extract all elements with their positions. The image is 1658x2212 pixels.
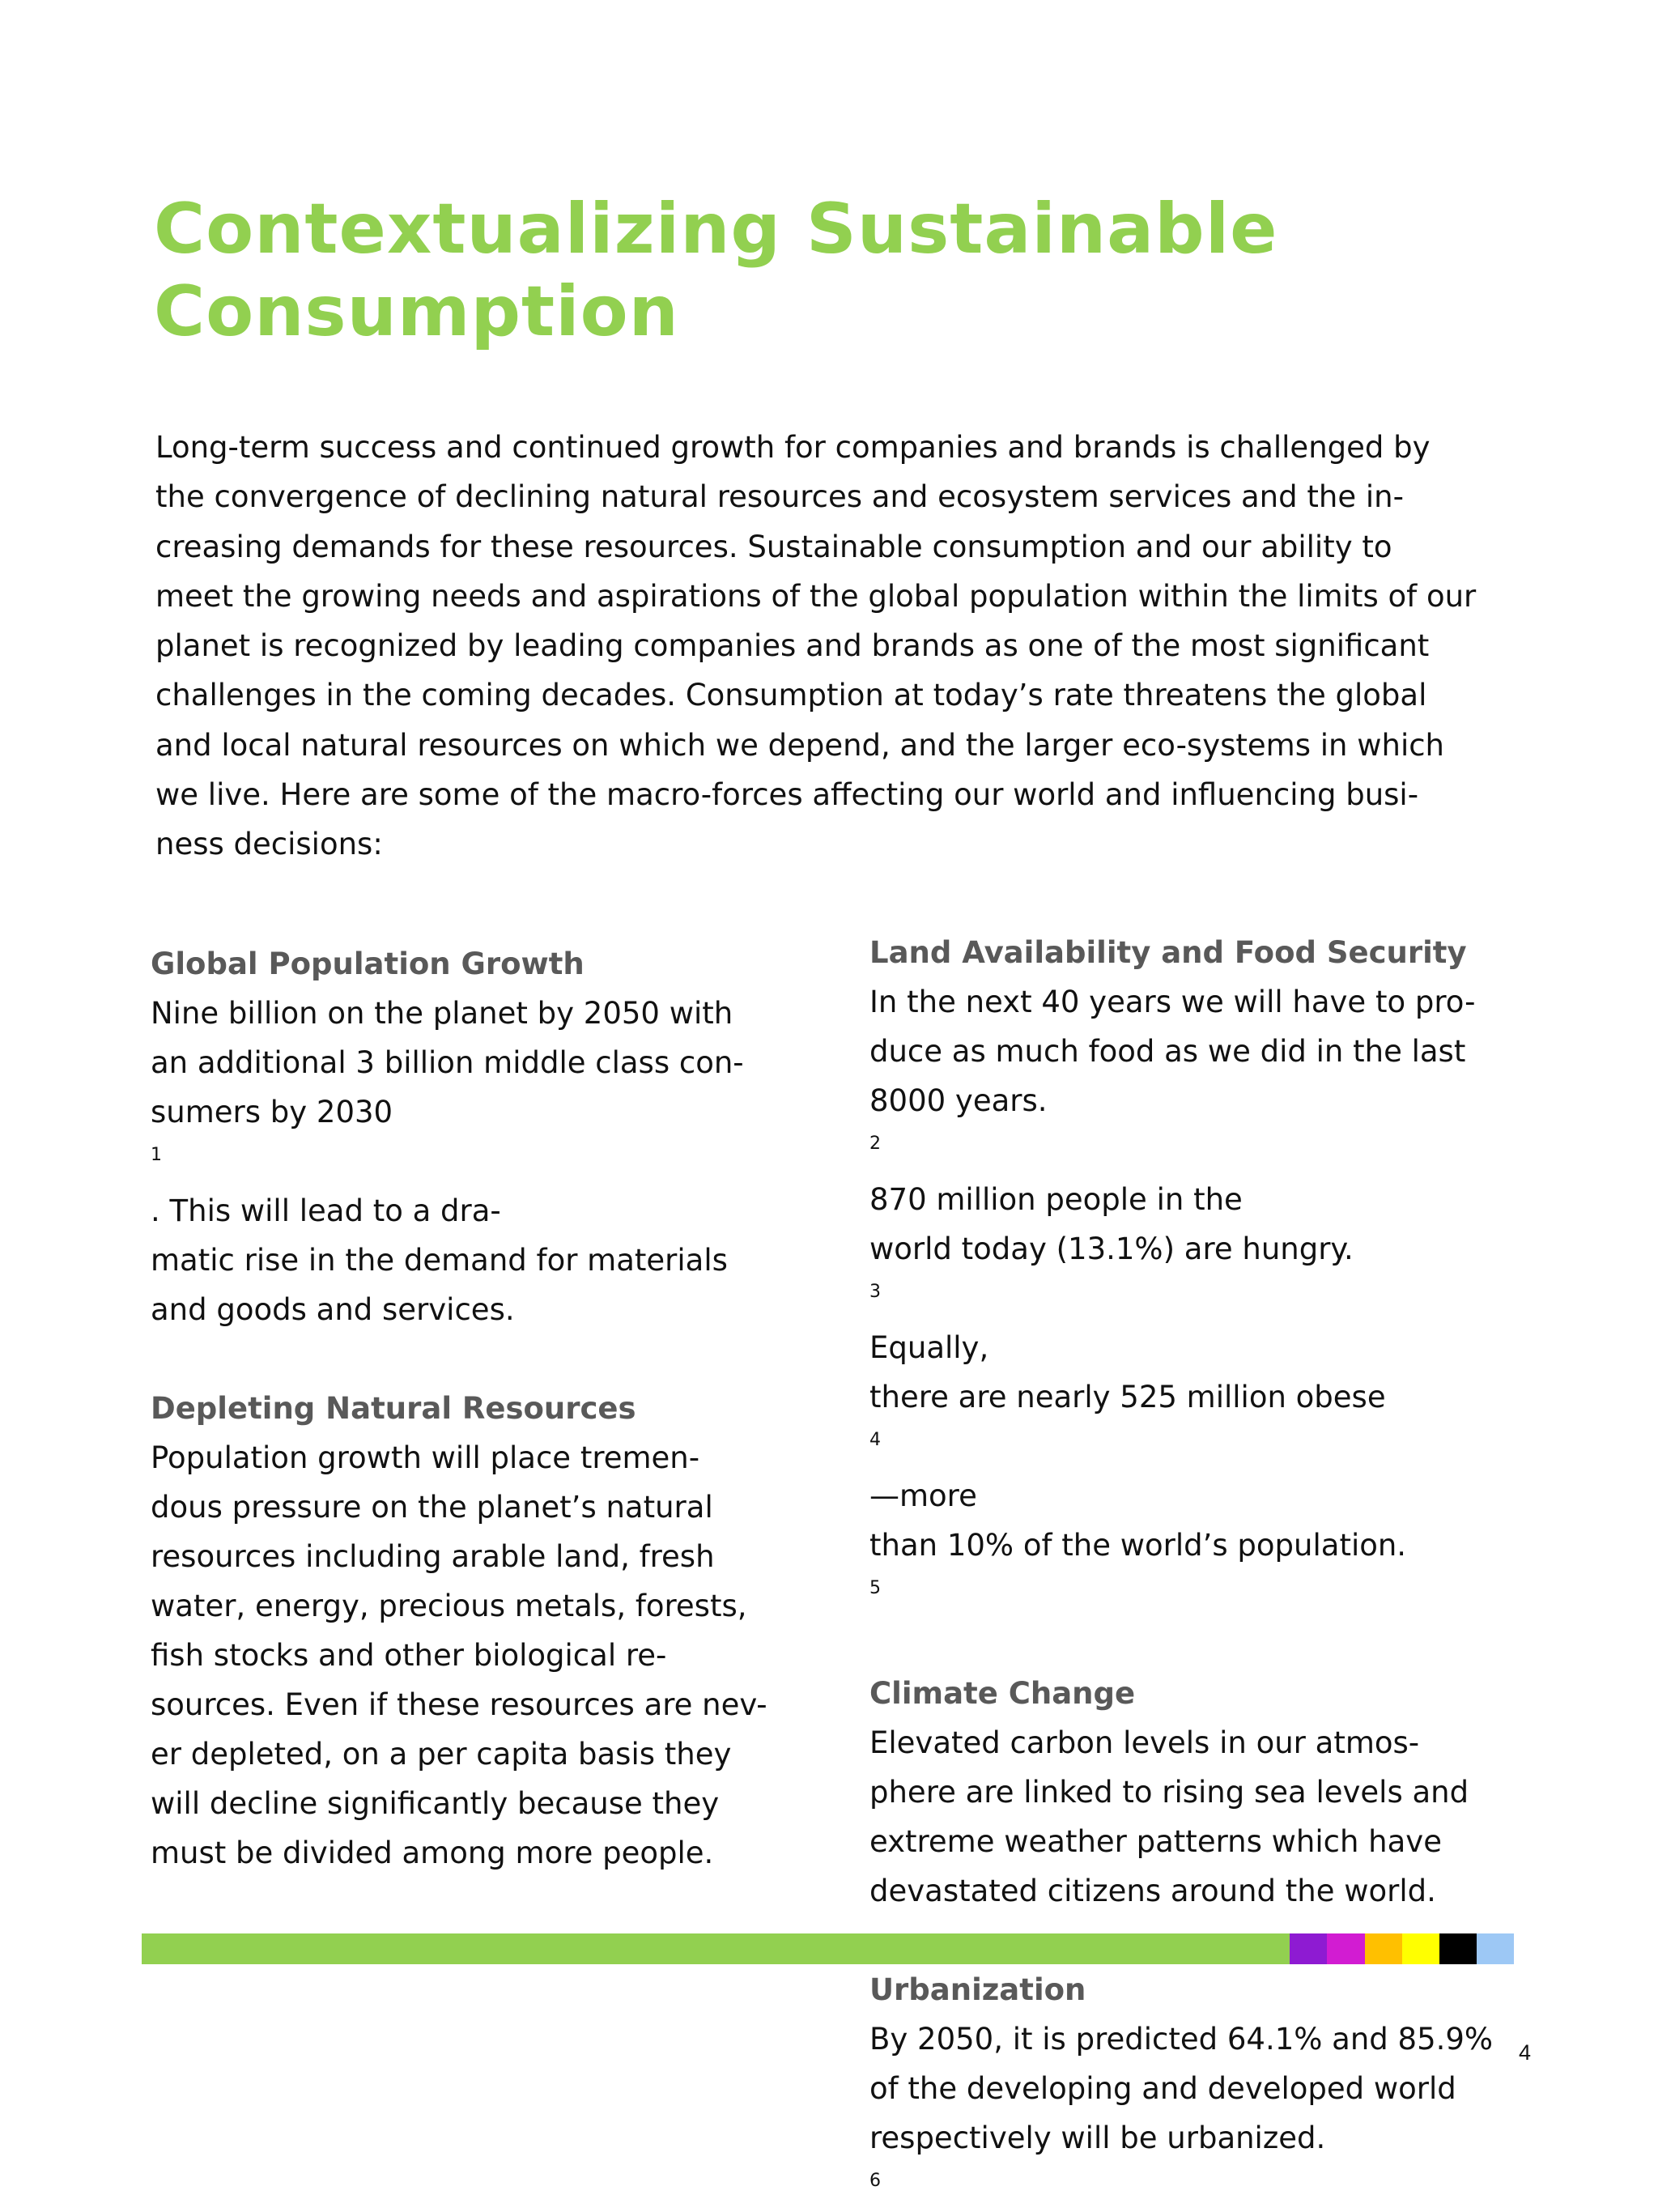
body-text: respectively will be urbanized.	[869, 2121, 1326, 2155]
footnote-marker: 4	[869, 1430, 881, 1450]
footnote-marker: 6	[869, 2171, 881, 2191]
body-line: Population growth will place tremen-	[151, 1440, 700, 1475]
body-line: resources including arable land, fresh	[151, 1539, 715, 1574]
intro-line: challenges in the coming decades. Consumption at today’s rate threatens the global	[155, 678, 1427, 713]
intro-line: planet is recognized by leading companies and brands as one of the most significant	[155, 628, 1430, 664]
body-text: 870 million people in the	[869, 1182, 1243, 1217]
right-column	[869, 928, 1533, 2212]
footnote-marker: 5	[869, 1578, 881, 1598]
intro-paragraph	[155, 423, 1548, 870]
section-land-availability-food-security	[869, 928, 1533, 1619]
section-heading: Depleting Natural Resources	[151, 1391, 636, 1426]
section-urbanization	[869, 1965, 1533, 2212]
footer-bar-color-swatch	[1439, 1933, 1477, 1964]
body-line: devastated citizens around the world.	[869, 1874, 1436, 1908]
body-text: . This will lead to a dra-	[151, 1193, 501, 1228]
body-line: of the developing and developed world	[869, 2071, 1456, 2106]
body-text: there are nearly 525 million obese	[869, 1380, 1386, 1414]
intro-line: meet the growing needs and aspirations of the global population within the limits of our	[155, 578, 1477, 614]
body-line: extreme weather patterns which have	[869, 1824, 1442, 1859]
body-line	[869, 1224, 1533, 1372]
page-title-line-1: Contextualizing Sustainable	[154, 189, 1278, 270]
page-number: 4	[1519, 2040, 1532, 2065]
intro-line: ness decisions:	[155, 827, 383, 862]
body-line: will decline significantly because they	[151, 1786, 720, 1821]
body-line: Elevated carbon levels in our atmos-	[869, 1725, 1420, 1760]
body-line: By 2050, it is predicted 64.1% and 85.9%	[869, 2022, 1494, 2057]
section-depleting-natural-resources	[151, 1384, 814, 1878]
body-line	[869, 1076, 1533, 1224]
section-body	[869, 1718, 1533, 1916]
body-line: an additional 3 billion middle class con-	[151, 1045, 744, 1080]
page-title	[154, 188, 1368, 353]
body-line	[869, 2113, 1533, 2212]
body-line: water, energy, precious metals, forests,	[151, 1589, 747, 1623]
intro-line: and local natural resources on which we depend, and the larger eco-systems in which	[155, 727, 1445, 763]
footer-bar-color-swatch	[1402, 1933, 1439, 1964]
section-heading: Urbanization	[869, 1972, 1086, 2007]
left-column	[151, 939, 814, 1878]
section-body	[869, 2014, 1533, 2212]
intro-line: we live. Here are some of the macro-forces affecting our world and influencing busi-	[155, 777, 1419, 813]
body-line: matic rise in the demand for materials	[151, 1243, 728, 1278]
body-line: sources. Even if these resources are nev-	[151, 1687, 767, 1722]
footer-bar-color-swatch	[1327, 1933, 1364, 1964]
footer-bar-main-segment	[142, 1933, 1290, 1964]
body-line: Nine billion on the planet by 2050 with	[151, 996, 733, 1031]
body-line: er depleted, on a per capita basis they	[151, 1737, 732, 1772]
footer-color-bar	[142, 1933, 1514, 1964]
body-line	[151, 1087, 814, 1236]
body-text: sumers by 2030	[151, 1095, 393, 1129]
section-climate-change	[869, 1669, 1533, 1916]
section-heading: Global Population Growth	[151, 946, 585, 981]
footer-bar-color-swatch	[1290, 1933, 1327, 1964]
section-global-population-growth	[151, 939, 814, 1334]
intro-line: Long-term success and continued growth for companies and brands is challenged by	[155, 430, 1431, 465]
body-line: phere are linked to rising sea levels and	[869, 1775, 1469, 1810]
footer-bar-color-swatch	[1365, 1933, 1402, 1964]
section-heading: Land Availability and Food Security	[869, 935, 1467, 970]
intro-line: the convergence of declining natural resources and ecosystem services and the in-	[155, 479, 1404, 515]
body-text: Equally,	[869, 1330, 989, 1365]
body-text: —more	[869, 1478, 977, 1513]
body-line	[869, 1372, 1533, 1521]
footer-bar-color-swatch	[1477, 1933, 1514, 1964]
page-title-line-2: Consumption	[154, 271, 679, 352]
body-line: and goods and services.	[151, 1292, 515, 1327]
footnote-marker: 2	[869, 1134, 881, 1154]
body-line: fish stocks and other biological re-	[151, 1638, 667, 1673]
footnote-marker: 3	[869, 1282, 881, 1302]
section-body	[151, 1433, 814, 1878]
body-line: must be divided among more people.	[151, 1836, 714, 1870]
body-line: duce as much food as we did in the last	[869, 1034, 1466, 1069]
body-line: In the next 40 years we will have to pro-	[869, 985, 1476, 1019]
footnote-marker: 1	[151, 1145, 162, 1165]
body-line	[869, 1521, 1533, 1619]
body-line: dous pressure on the planet’s natural	[151, 1490, 713, 1525]
intro-line: creasing demands for these resources. Sustainable consumption and our ability to	[155, 529, 1392, 564]
section-body	[869, 977, 1533, 1619]
section-heading: Climate Change	[869, 1676, 1136, 1711]
body-text: 8000 years.	[869, 1083, 1048, 1118]
body-text: world today (13.1%) are hungry.	[869, 1231, 1354, 1266]
body-text: than 10% of the world’s population.	[869, 1528, 1407, 1563]
section-body	[151, 989, 814, 1334]
